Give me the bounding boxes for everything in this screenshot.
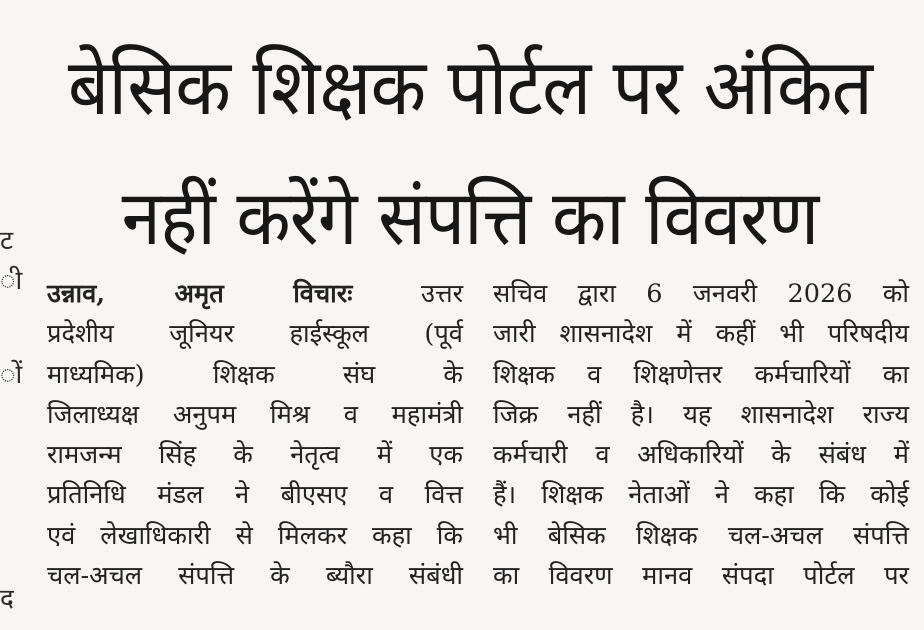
article-line: जिलाध्यक्ष अनुपम मिश्र व महामंत्री <box>47 399 463 430</box>
article-line: भी बेसिक शिक्षक चल-अचल संपत्ति <box>493 520 909 551</box>
article-line: प्रदेशीय जूनियर हाईस्कूल (पूर्व <box>47 319 463 350</box>
edge-fragment: द <box>0 584 14 614</box>
headline-line-1: बेसिक शिक्षक पोर्टल पर अंकित <box>67 43 873 133</box>
article-line-text: उत्तर <box>420 279 463 309</box>
article-line: का विवरण मानव संपदा पोर्टल पर <box>493 561 909 592</box>
dateline: उन्नाव, अमृत विचारः <box>47 279 353 309</box>
edge-fragment: ों <box>0 360 23 390</box>
edge-fragment: ी <box>0 266 23 296</box>
article-line: हैं। शिक्षक नेताओं ने कहा कि कोई <box>493 480 909 511</box>
article-line: शिक्षक व शिक्षणेत्तर कर्मचारियों का <box>493 359 909 390</box>
article-line: सचिव द्वारा 6 जनवरी 2026 को <box>493 279 909 309</box>
article-line: एवं लेखाधिकारी से मिलकर कहा कि <box>47 520 463 551</box>
article-line: जिक्र नहीं है। यह शासनादेश राज्य <box>493 399 909 430</box>
article-line: जारी शासनादेश में कहीं भी परिषदीय <box>493 319 909 350</box>
article-line: रामजन्म सिंह के नेतृत्व में एक <box>47 440 463 471</box>
article-line: प्रतिनिधि मंडल ने बीएसए व वित्त <box>47 480 463 511</box>
article-column-right <box>493 274 909 596</box>
edge-fragment: ट <box>0 226 14 256</box>
article-line: माध्यमिक) शिक्षक संघ के <box>47 359 463 390</box>
article-line: चल-अचल संपत्ति के ब्यौरा संबंधी <box>47 561 463 592</box>
article-column-left <box>47 274 463 596</box>
headline-line-2: नहीं करेंगे संपत्ति का विवरण <box>121 173 819 262</box>
article-line <box>47 274 463 314</box>
article-line: कर्मचारी व अधिकारियों के संबंध में <box>493 440 909 471</box>
